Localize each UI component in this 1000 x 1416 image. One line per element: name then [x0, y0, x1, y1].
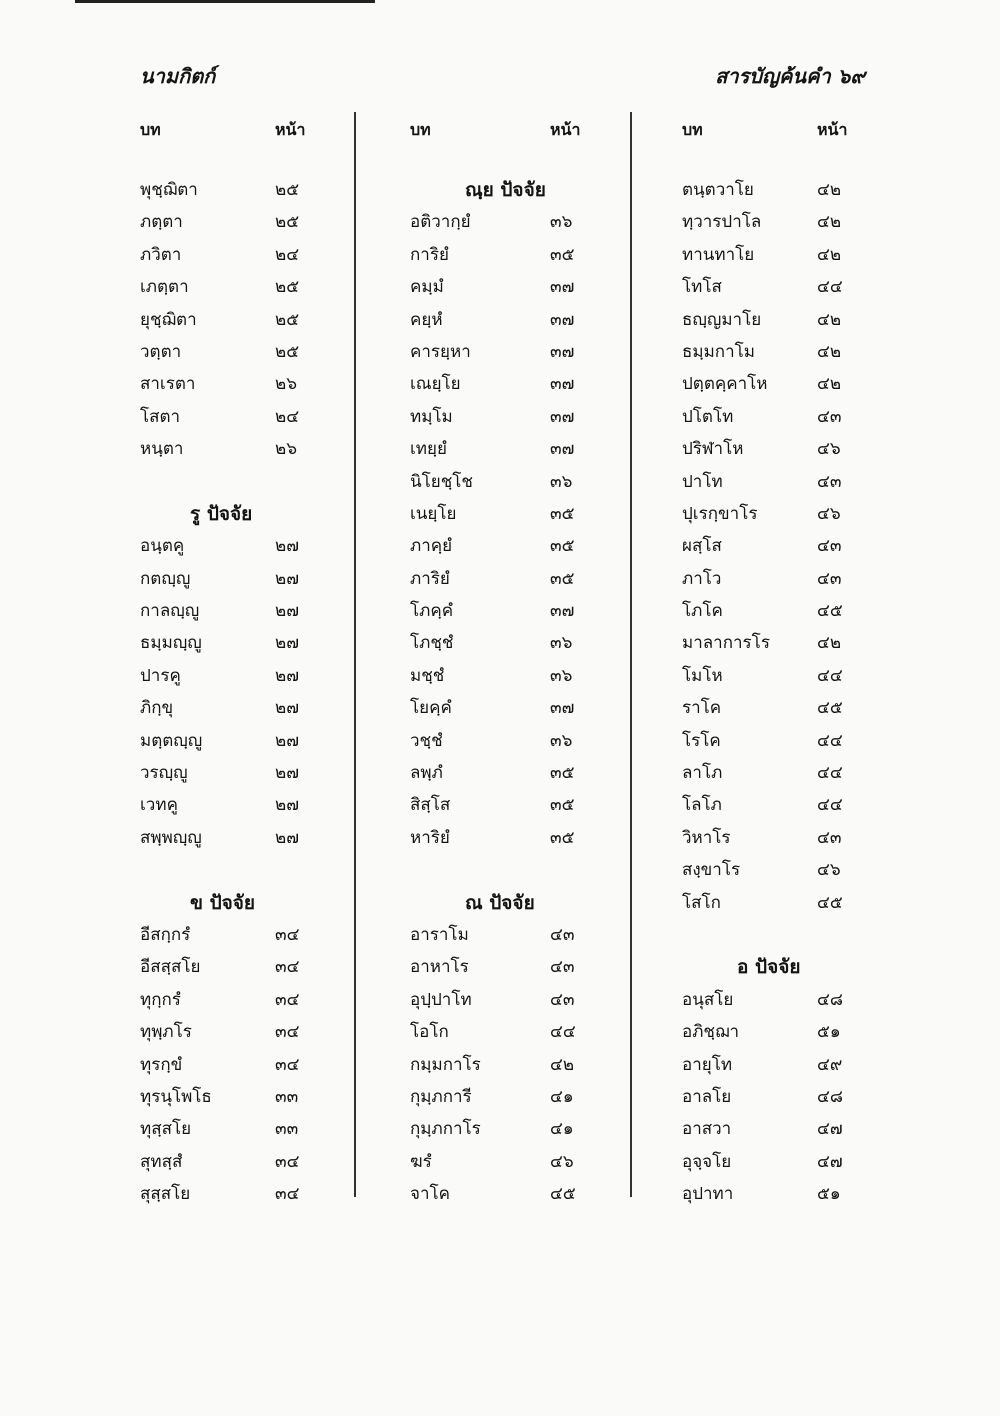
entry-word: โสตา [140, 406, 181, 427]
index-entry [410, 1016, 610, 1048]
entry-page-number: ๔๔ [817, 763, 843, 784]
blank-line [140, 854, 340, 886]
entry-page-number: ๓๕ [550, 827, 575, 848]
entry-word: เทยฺยํ [410, 439, 447, 460]
heading-word: บท [140, 120, 161, 139]
index-entry [140, 984, 340, 1016]
column-heading [140, 112, 340, 146]
entry-word: ภตฺตา [140, 212, 183, 233]
entry-page-number: ๒๕ [275, 180, 300, 200]
entry-page-number: ๒๗ [275, 827, 299, 848]
entry-word: โยคฺคํ [410, 698, 452, 719]
index-entry [140, 692, 340, 724]
entry-word: ตนฺตวาโย [682, 180, 754, 200]
entry-page-number: ๒๗ [275, 698, 299, 719]
entry-word: โทโส [682, 277, 722, 298]
index-entry [140, 951, 340, 983]
entry-page-number: ๓๔ [275, 1184, 300, 1205]
index-entry [140, 530, 340, 562]
entry-page-number: ๔๙ [817, 1054, 843, 1075]
index-entry [410, 627, 610, 659]
entry-word: ทุสฺสโย [140, 1119, 192, 1140]
index-entry [682, 627, 882, 659]
entry-word: อุจฺจโย [682, 1151, 732, 1172]
entry-page-number: ๔๘ [817, 1086, 843, 1107]
entry-page-number: ๔๖ [817, 860, 841, 881]
index-entry [140, 1081, 340, 1113]
entry-word: กตญฺญู [140, 568, 191, 589]
entry-page-number: ๒๖ [275, 374, 297, 395]
entry-page-number: ๔๔ [817, 277, 843, 298]
heading-page: หน้า [550, 120, 581, 139]
entry-word: มตฺตญฺญู [140, 730, 203, 751]
index-entry [410, 595, 610, 627]
index-entry [410, 660, 610, 692]
entry-word: ภาโว [682, 568, 722, 589]
entry-word: ทมฺโม [410, 406, 453, 427]
entry-page-number: ๒๔ [275, 244, 300, 265]
entry-page-number: ๓๕ [550, 568, 575, 589]
entry-page-number: ๔๓ [817, 568, 842, 589]
blank-line [140, 466, 340, 498]
index-entry [410, 1049, 610, 1081]
index-entry [140, 1049, 340, 1081]
index-column-2 [410, 112, 610, 1211]
blank-line [682, 919, 882, 951]
index-entry [140, 239, 340, 271]
entry-word: เนยฺโย [410, 503, 457, 524]
entry-page-number: ๔๒ [817, 341, 842, 362]
entry-word: ทุรนุโพโธ [140, 1086, 212, 1107]
entry-page-number: ๔๒ [817, 633, 842, 654]
index-entry [410, 984, 610, 1016]
entry-word: อนุสโย [682, 989, 734, 1010]
entry-page-number: ๓๕ [550, 536, 575, 557]
entry-page-number: ๓๗ [550, 309, 575, 330]
entry-page-number: ๒๔ [275, 406, 300, 427]
entry-page-number: ๔๕ [550, 1184, 576, 1205]
entry-page-number: ๓๔ [275, 1022, 300, 1043]
section-heading: อ ปัจจัย [737, 956, 801, 979]
index-entry [682, 887, 882, 919]
index-entry [410, 1146, 610, 1178]
index-entry [140, 368, 340, 400]
entry-word: มาลาการโร [682, 633, 770, 654]
entry-page-number: ๒๗ [275, 763, 299, 784]
entry-word: สุทสฺสํ [140, 1151, 183, 1172]
entry-word: ธญฺญมาโย [682, 309, 762, 330]
entry-page-number: ๒๗ [275, 730, 299, 751]
running-header-right: สารบัญค้นคำ ๖๙ [715, 64, 865, 88]
index-entry [410, 206, 610, 238]
entry-word: โภคฺคํ [410, 601, 454, 622]
index-entry [410, 822, 610, 854]
entry-word: จาโค [410, 1184, 451, 1205]
entry-word: ธมฺมญฺญู [140, 633, 202, 654]
index-entry [410, 1113, 610, 1145]
entry-word: การิยํ [410, 244, 449, 265]
index-entry [682, 368, 882, 400]
index-entry [140, 304, 340, 336]
entry-word: ผสฺโส [682, 536, 722, 557]
index-entry [682, 498, 882, 530]
entry-word: กมฺมกาโร [410, 1054, 481, 1075]
entry-word: คมฺมํ [410, 277, 444, 298]
index-entry [682, 401, 882, 433]
entry-page-number: ๓๔ [275, 1054, 300, 1075]
entry-page-number: ๔๓ [817, 406, 842, 427]
index-entry [140, 627, 340, 659]
entry-word: อาหาโร [410, 957, 469, 978]
index-entry [140, 1146, 340, 1178]
entry-word: ปุเรกฺขาโร [682, 503, 758, 524]
section-heading: ณฺย ปัจจัย [465, 179, 546, 201]
entry-page-number: ๒๖ [275, 439, 297, 460]
entry-word: สพฺพญฺญู [140, 827, 202, 848]
index-entry [140, 660, 340, 692]
entry-page-number: ๔๓ [817, 471, 842, 492]
entry-page-number: ๔๓ [817, 536, 842, 557]
heading-gap [410, 146, 610, 174]
entry-page-number: ๔๗ [817, 1151, 843, 1172]
column-divider-1 [354, 112, 356, 1197]
entry-word: ราโค [682, 698, 722, 719]
entry-page-number: ๓๖ [550, 212, 573, 233]
entry-word: เภตฺตา [140, 277, 189, 298]
index-entry [410, 368, 610, 400]
index-entry [682, 530, 882, 562]
entry-page-number: ๔๗ [817, 1119, 843, 1140]
entry-page-number: ๓๖ [550, 633, 573, 654]
entry-word: สิสฺโส [410, 795, 451, 816]
entry-page-number: ๒๕ [275, 277, 300, 298]
index-entry [410, 951, 610, 983]
entry-word: ธมฺมกาโม [682, 341, 755, 362]
index-entry [410, 919, 610, 951]
entry-word: หาริยํ [410, 827, 450, 848]
entry-page-number: ๔๓ [817, 827, 842, 848]
index-entry [140, 757, 340, 789]
index-entry [140, 725, 340, 757]
index-entry [682, 789, 882, 821]
section-heading: ข ปัจจัย [190, 891, 256, 914]
entry-word: โรโค [682, 730, 721, 751]
entry-word: อาลโย [682, 1086, 732, 1107]
index-entry [140, 433, 340, 465]
entry-page-number: ๓๗ [550, 601, 575, 622]
entry-page-number: ๓๔ [275, 924, 300, 945]
entry-page-number: ๔๒ [817, 309, 842, 330]
heading-gap [140, 146, 340, 174]
heading-page: หน้า [275, 120, 306, 139]
entry-word: กาลญฺญู [140, 601, 200, 622]
entry-page-number: ๒๕ [275, 309, 300, 330]
index-entry [410, 466, 610, 498]
entry-page-number: ๓๔ [275, 1151, 300, 1172]
index-entry [682, 1081, 882, 1113]
heading-gap [682, 146, 882, 174]
entry-word: เณยฺโย [410, 374, 461, 395]
entry-page-number: ๔๑ [550, 1086, 574, 1107]
entry-page-number: ๓๕ [550, 763, 575, 784]
entry-word: อุปาทา [682, 1184, 734, 1205]
entry-word: อายุโท [682, 1054, 733, 1075]
index-entry [410, 563, 610, 595]
entry-page-number: ๕๑ [817, 1022, 841, 1043]
index-entry [410, 1178, 610, 1210]
entry-page-number: ๓๔ [275, 957, 300, 978]
entry-word: ทุพฺภโร [140, 1022, 192, 1043]
running-header-left: นามกิตก์ [140, 64, 216, 88]
heading-page: หน้า [817, 120, 848, 139]
index-entry [682, 660, 882, 692]
entry-word: วรญฺญู [140, 763, 188, 784]
entry-page-number: ๕๑ [817, 1184, 841, 1205]
entry-page-number: ๔๒ [817, 180, 842, 200]
entry-page-number: ๒๗ [275, 665, 299, 686]
index-entry [140, 206, 340, 238]
index-entry [682, 1016, 882, 1048]
entry-word: ปารคู [140, 665, 181, 686]
index-entry [682, 239, 882, 271]
entry-page-number: ๔๓ [550, 989, 575, 1010]
entry-page-number: ๔๖ [817, 503, 841, 524]
entry-word: เวทคู [140, 795, 178, 816]
entry-page-number: ๓๗ [550, 341, 575, 362]
entry-page-number: ๔๖ [550, 1151, 574, 1172]
entry-page-number: ๓๖ [550, 665, 573, 686]
entry-page-number: ๔๒ [817, 212, 842, 233]
entry-word: อติวากฺยํ [410, 212, 471, 233]
entry-page-number: ๓๗ [550, 277, 575, 298]
index-entry [410, 725, 610, 757]
entry-word: ลาโภ [682, 763, 723, 784]
entry-page-number: ๓๗ [550, 439, 575, 460]
entry-word: อีสสฺสโย [140, 957, 201, 978]
entry-word: โอโก [410, 1022, 449, 1043]
entry-word: โภโค [682, 601, 723, 622]
entry-word: ภาคฺยํ [410, 536, 453, 557]
index-entry [140, 789, 340, 821]
entry-word: สาเรตา [140, 374, 196, 395]
entry-page-number: ๔๕ [817, 601, 843, 622]
entry-page-number: ๔๒ [550, 1054, 575, 1075]
index-entry [682, 822, 882, 854]
entry-word: ปตฺตคฺคาโห [682, 374, 768, 395]
entry-page-number: ๓๕ [550, 795, 575, 816]
entry-page-number: ๓๖ [550, 730, 573, 751]
index-entry [682, 563, 882, 595]
index-entry [410, 433, 610, 465]
section-heading: รู ปัจจัย [190, 502, 253, 525]
column-heading [410, 112, 610, 146]
index-entry [682, 304, 882, 336]
entry-page-number: ๒๗ [275, 601, 299, 622]
entry-word: สงฺขาโร [682, 860, 741, 881]
entry-word: ภิกฺขุ [140, 698, 174, 719]
entry-word: นิโยชฺโช [410, 471, 473, 492]
index-entry [140, 595, 340, 627]
index-entry [682, 725, 882, 757]
entry-page-number: ๓๗ [550, 698, 575, 719]
entry-page-number: ๒๕ [275, 341, 300, 362]
entry-word: ปริฬาโห [682, 439, 744, 460]
entry-word: คยฺหํ [410, 309, 443, 330]
entry-page-number: ๔๔ [817, 795, 843, 816]
entry-page-number: ๓๕ [550, 503, 575, 524]
index-entry [410, 757, 610, 789]
index-entry [140, 1016, 340, 1048]
index-column-1 [140, 112, 340, 1211]
entry-page-number: ๓๗ [550, 374, 575, 395]
index-entry [410, 239, 610, 271]
entry-word: กุมฺภการี [410, 1086, 472, 1107]
index-entry [682, 1146, 882, 1178]
index-entry [140, 336, 340, 368]
entry-page-number: ๔๔ [550, 1022, 576, 1043]
entry-page-number: ๔๓ [550, 957, 575, 978]
entry-word: ปโตโท [682, 406, 734, 427]
index-entry [410, 304, 610, 336]
entry-word: ภวิตา [140, 244, 182, 265]
entry-page-number: ๔๒ [817, 244, 842, 265]
entry-page-number: ๔๔ [817, 665, 843, 686]
index-entry [140, 1113, 340, 1145]
column-heading [682, 112, 882, 146]
index-entry [682, 174, 882, 206]
entry-page-number: ๔๒ [817, 374, 842, 395]
entry-word: อาราโม [410, 924, 469, 945]
entry-word: วชฺชํ [410, 730, 443, 751]
index-entry [682, 433, 882, 465]
index-entry [410, 401, 610, 433]
index-entry [682, 1049, 882, 1081]
index-entry [140, 174, 340, 206]
index-entry [140, 919, 340, 951]
entry-word: สุสฺสโย [140, 1184, 191, 1205]
entry-word: วิหาโร [682, 827, 731, 848]
blank-line [410, 854, 610, 886]
entry-word: อุปฺปาโท [410, 989, 472, 1010]
index-entry [410, 530, 610, 562]
heading-word: บท [410, 120, 431, 139]
entry-word: โสโก [682, 892, 721, 913]
entry-page-number: ๓๗ [550, 406, 575, 427]
index-entry [410, 789, 610, 821]
index-column-3 [682, 112, 882, 1211]
index-entry [410, 1081, 610, 1113]
entry-word: ภาริยํ [410, 568, 450, 589]
index-entry [410, 692, 610, 724]
heading-word: บท [682, 120, 703, 139]
entry-word: อาสวา [682, 1119, 732, 1140]
entry-word: โภชฺชํ [410, 633, 454, 654]
entry-page-number: ๔๖ [817, 439, 841, 460]
entry-word: กุมฺภกาโร [410, 1119, 481, 1140]
index-entry [410, 498, 610, 530]
entry-page-number: ๔๑ [550, 1119, 574, 1140]
index-entry [410, 336, 610, 368]
index-entry [410, 271, 610, 303]
entry-page-number: ๓๖ [550, 471, 573, 492]
entry-word: ทุกฺกรํ [140, 989, 181, 1010]
index-entry [682, 1113, 882, 1145]
entry-page-number: ๒๗ [275, 795, 299, 816]
entry-word: อภิชฺฌา [682, 1022, 740, 1043]
entry-word: ลพฺภํ [410, 763, 443, 784]
entry-word: อนฺตคู [140, 536, 185, 557]
entry-page-number: ๔๕ [817, 698, 843, 719]
index-entry [682, 336, 882, 368]
entry-page-number: ๔๕ [817, 892, 843, 913]
entry-word: มชฺชํ [410, 665, 445, 686]
index-entry [682, 854, 882, 886]
entry-word: หนฺตา [140, 439, 184, 460]
index-entry [682, 595, 882, 627]
top-rule [75, 0, 375, 3]
index-entry [140, 563, 340, 595]
index-entry [682, 692, 882, 724]
index-entry [140, 1178, 340, 1210]
entry-word: พุชฺฌิตา [140, 180, 198, 200]
index-entry [682, 466, 882, 498]
section-heading: ณ ปัจจัย [465, 891, 535, 914]
index-entry [682, 1178, 882, 1210]
entry-page-number: ๒๗ [275, 568, 299, 589]
entry-page-number: ๓๕ [550, 244, 575, 265]
entry-word: ทุรกฺขํ [140, 1054, 183, 1075]
index-entry [682, 206, 882, 238]
index-entry [140, 271, 340, 303]
entry-page-number: ๔๔ [817, 730, 843, 751]
index-entry [140, 401, 340, 433]
entry-word: ทฺวารปาโล [682, 212, 762, 233]
entry-word: ทานทาโย [682, 244, 755, 265]
entry-page-number: ๓๔ [275, 989, 300, 1010]
entry-page-number: ๔๘ [817, 989, 843, 1010]
entry-page-number: ๒๕ [275, 212, 300, 233]
entry-word: วตฺตา [140, 341, 182, 362]
entry-page-number: ๔๓ [550, 924, 575, 945]
column-divider-2 [630, 112, 632, 1197]
index-entry [682, 271, 882, 303]
entry-word: คารยฺหา [410, 341, 471, 362]
index-entry [140, 822, 340, 854]
entry-word: ปาโท [682, 471, 723, 492]
index-entry [682, 757, 882, 789]
entry-page-number: ๒๗ [275, 633, 299, 654]
index-entry [682, 984, 882, 1016]
entry-page-number: ๓๓ [275, 1086, 299, 1107]
entry-word: โลโภ [682, 795, 722, 816]
entry-word: ฆรํ [410, 1151, 432, 1172]
entry-word: ยุชฺฌิตา [140, 309, 197, 330]
entry-page-number: ๒๗ [275, 536, 299, 557]
entry-word: อีสกฺกรํ [140, 924, 191, 945]
entry-page-number: ๓๓ [275, 1119, 299, 1140]
entry-word: โมโห [682, 665, 723, 686]
